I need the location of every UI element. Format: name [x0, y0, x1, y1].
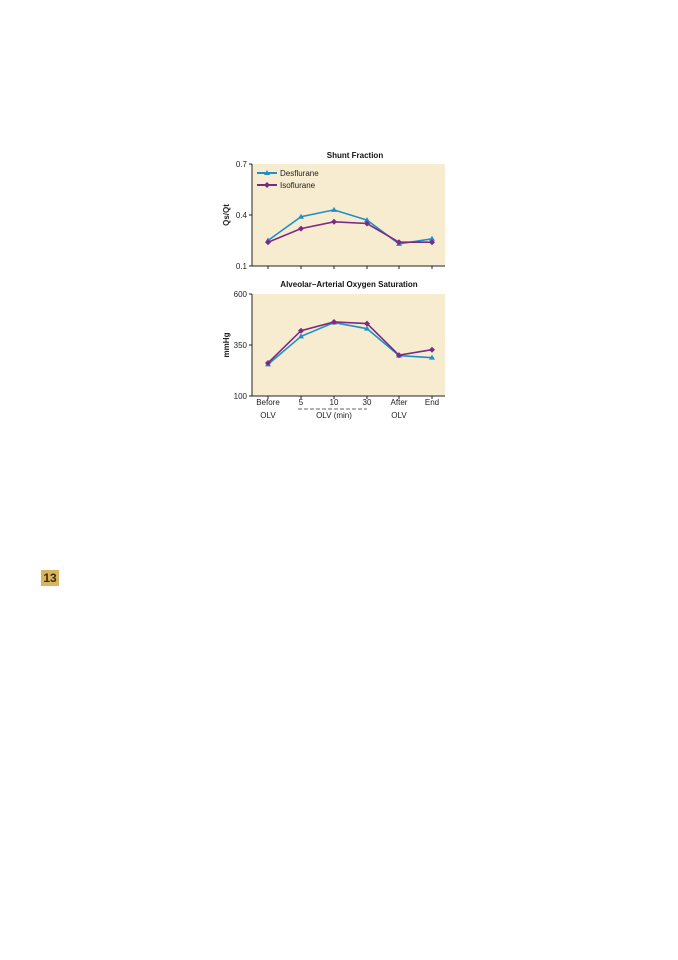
x-subtick-label-0: OLV [260, 411, 276, 420]
legend-desflurane-label: Desflurane [280, 169, 319, 178]
page-number-badge: 13 [41, 570, 59, 586]
shunt-y-axis-label: Qs/Qt [222, 204, 231, 226]
shunt-y-tick-label-1: 0.4 [235, 211, 247, 220]
oxygen-y-tick-label-2: 100 [233, 392, 247, 401]
x-subtick-label-2: OLV [391, 411, 407, 420]
x-subtick-label-1: OLV (min) [316, 411, 352, 420]
legend-isoflurane-label: Isoflurane [280, 181, 316, 190]
x-tick-label-4: After [390, 398, 408, 407]
oxygen-y-axis-label: mmHg [222, 332, 231, 358]
x-tick-label-2: 10 [329, 398, 339, 407]
shunt-y-tick-label-2: 0.1 [235, 262, 247, 271]
oxygen-y-tick-label-0: 600 [233, 290, 247, 299]
x-tick-label-3: 30 [362, 398, 372, 407]
shunt-chart-title: Shunt Fraction [326, 151, 384, 160]
oxygen-y-tick-label-1: 350 [233, 341, 247, 350]
x-tick-label-5: End [424, 398, 440, 407]
shunt-y-tick-label-0: 0.7 [235, 160, 247, 169]
oxygen-chart-title: Alveolar–Arterial Oxygen Saturation [280, 280, 418, 289]
x-tick-label-0: Before [256, 398, 280, 407]
x-tick-label-1: 5 [298, 398, 304, 407]
oxygen-plot-area [252, 294, 445, 396]
